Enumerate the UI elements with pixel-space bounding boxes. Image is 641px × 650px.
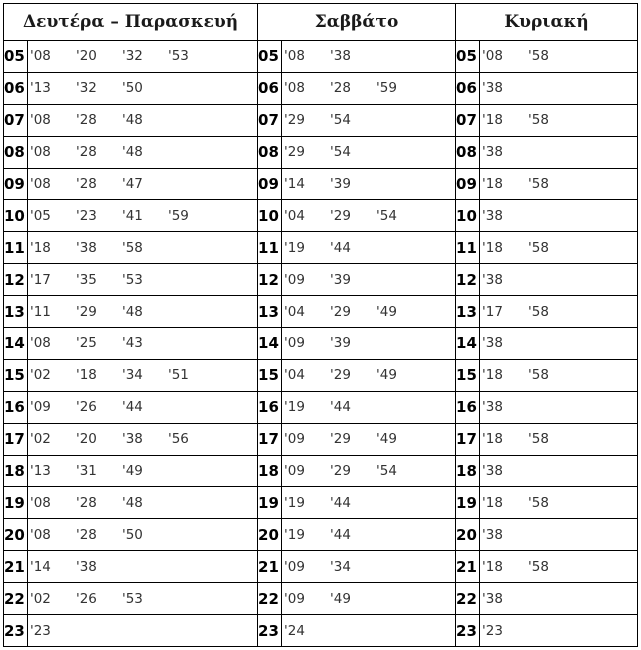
weekday-hour: 16 bbox=[4, 391, 28, 423]
departure-minute: '53 bbox=[122, 590, 143, 607]
departure-minute: '13 bbox=[30, 463, 51, 480]
weekday-hour: 05 bbox=[4, 41, 28, 73]
departure-minute: '58 bbox=[528, 558, 549, 575]
departure-minute: '39 bbox=[330, 335, 351, 352]
sunday-minutes bbox=[480, 359, 638, 391]
sunday-hour: 22 bbox=[456, 583, 480, 615]
sunday-minutes bbox=[480, 41, 638, 73]
departure-minute: '43 bbox=[122, 335, 143, 352]
table-row bbox=[4, 328, 638, 360]
departure-minute: '29 bbox=[284, 144, 305, 161]
sunday-hour: 10 bbox=[456, 200, 480, 232]
departure-minute: '08 bbox=[482, 48, 503, 65]
departure-minute: '13 bbox=[30, 80, 51, 97]
saturday-minutes bbox=[282, 168, 456, 200]
sunday-minutes bbox=[480, 583, 638, 615]
saturday-hour: 15 bbox=[258, 359, 282, 391]
departure-minute: '32 bbox=[76, 80, 97, 97]
departure-minute: '04 bbox=[284, 367, 305, 384]
sunday-hour: 15 bbox=[456, 359, 480, 391]
sunday-hour: 07 bbox=[456, 104, 480, 136]
departure-minute: '05 bbox=[30, 207, 51, 224]
saturday-hour: 12 bbox=[258, 264, 282, 296]
saturday-hour: 06 bbox=[258, 72, 282, 104]
departure-minute: '26 bbox=[76, 399, 97, 416]
table-row bbox=[4, 391, 638, 423]
weekday-minutes bbox=[28, 72, 258, 104]
weekday-hour: 07 bbox=[4, 104, 28, 136]
saturday-minutes bbox=[282, 519, 456, 551]
departure-minute: '47 bbox=[122, 176, 143, 192]
departure-minute: '54 bbox=[330, 112, 351, 129]
sunday-minutes bbox=[480, 104, 638, 136]
departure-minute: '29 bbox=[76, 303, 97, 320]
weekday-hour: 17 bbox=[4, 423, 28, 455]
sunday-minutes bbox=[480, 519, 638, 551]
departure-minute: '24 bbox=[284, 622, 305, 639]
departure-minute: '51 bbox=[168, 367, 189, 384]
departure-minute: '08 bbox=[30, 494, 51, 511]
header-row bbox=[4, 4, 638, 41]
departure-minute: '26 bbox=[76, 590, 97, 607]
departure-minute: '20 bbox=[76, 431, 97, 448]
table-row bbox=[4, 200, 638, 232]
departure-minute: '44 bbox=[330, 526, 351, 543]
sunday-hour: 12 bbox=[456, 264, 480, 296]
departure-minute: '18 bbox=[482, 431, 503, 448]
sunday-hour: 09 bbox=[456, 168, 480, 200]
timetable bbox=[3, 3, 638, 647]
header-weekdays: Δευτέρα – Παρασκευή bbox=[4, 4, 258, 41]
departure-minute: '02 bbox=[30, 431, 51, 448]
departure-minute: '08 bbox=[30, 526, 51, 543]
departure-minute: '58 bbox=[528, 112, 549, 129]
weekday-minutes bbox=[28, 200, 258, 232]
departure-minute: '18 bbox=[482, 558, 503, 575]
weekday-minutes bbox=[28, 487, 258, 519]
departure-minute: '49 bbox=[122, 463, 143, 480]
departure-minute: '08 bbox=[30, 112, 51, 129]
departure-minute: '54 bbox=[330, 144, 351, 161]
departure-minute: '19 bbox=[284, 239, 305, 256]
departure-minute: '18 bbox=[482, 494, 503, 511]
sunday-minutes bbox=[480, 551, 638, 583]
saturday-minutes bbox=[282, 455, 456, 487]
departure-minute: '18 bbox=[482, 239, 503, 256]
departure-minute: '28 bbox=[76, 176, 97, 192]
departure-minute: '58 bbox=[122, 239, 143, 256]
table-row bbox=[4, 615, 638, 647]
departure-minute: '41 bbox=[122, 207, 143, 224]
departure-minute: '38 bbox=[482, 335, 503, 352]
saturday-minutes bbox=[282, 583, 456, 615]
departure-minute: '38 bbox=[482, 463, 503, 480]
weekday-hour: 23 bbox=[4, 615, 28, 647]
weekday-hour: 12 bbox=[4, 264, 28, 296]
departure-minute: '28 bbox=[76, 526, 97, 543]
weekday-minutes bbox=[28, 455, 258, 487]
sunday-minutes bbox=[480, 136, 638, 168]
saturday-hour: 07 bbox=[258, 104, 282, 136]
weekday-minutes bbox=[28, 136, 258, 168]
weekday-hour: 14 bbox=[4, 328, 28, 360]
departure-minute: '19 bbox=[284, 399, 305, 416]
departure-minute: '28 bbox=[330, 80, 351, 97]
departure-minute: '29 bbox=[330, 463, 351, 480]
saturday-hour: 22 bbox=[258, 583, 282, 615]
weekday-hour: 19 bbox=[4, 487, 28, 519]
sunday-minutes bbox=[480, 487, 638, 519]
departure-minute: '19 bbox=[284, 494, 305, 511]
departure-minute: '38 bbox=[330, 48, 351, 65]
departure-minute: '31 bbox=[76, 463, 97, 480]
weekday-minutes bbox=[28, 519, 258, 551]
table-row bbox=[4, 551, 638, 583]
departure-minute: '58 bbox=[528, 176, 549, 192]
weekday-minutes bbox=[28, 296, 258, 328]
departure-minute: '48 bbox=[122, 303, 143, 320]
departure-minute: '04 bbox=[284, 207, 305, 224]
sunday-minutes bbox=[480, 296, 638, 328]
departure-minute: '54 bbox=[376, 207, 397, 224]
saturday-minutes bbox=[282, 615, 456, 647]
departure-minute: '17 bbox=[482, 303, 503, 320]
departure-minute: '38 bbox=[76, 239, 97, 256]
departure-minute: '44 bbox=[330, 494, 351, 511]
departure-minute: '38 bbox=[482, 399, 503, 416]
saturday-hour: 08 bbox=[258, 136, 282, 168]
departure-minute: '39 bbox=[330, 271, 351, 288]
saturday-hour: 19 bbox=[258, 487, 282, 519]
departure-minute: '04 bbox=[284, 303, 305, 320]
departure-minute: '44 bbox=[122, 399, 143, 416]
departure-minute: '14 bbox=[284, 176, 305, 192]
departure-minute: '38 bbox=[482, 207, 503, 224]
departure-minute: '02 bbox=[30, 367, 51, 384]
sunday-hour: 13 bbox=[456, 296, 480, 328]
header-sunday: Κυριακή bbox=[456, 4, 638, 41]
sunday-hour: 21 bbox=[456, 551, 480, 583]
weekday-minutes bbox=[28, 551, 258, 583]
sunday-hour: 05 bbox=[456, 41, 480, 73]
sunday-minutes bbox=[480, 423, 638, 455]
departure-minute: '18 bbox=[76, 367, 97, 384]
weekday-minutes bbox=[28, 391, 258, 423]
weekday-minutes bbox=[28, 232, 258, 264]
departure-minute: '48 bbox=[122, 494, 143, 511]
saturday-minutes bbox=[282, 200, 456, 232]
departure-minute: '49 bbox=[376, 303, 397, 320]
departure-minute: '38 bbox=[482, 590, 503, 607]
departure-minute: '11 bbox=[30, 303, 51, 320]
departure-minute: '49 bbox=[376, 367, 397, 384]
saturday-minutes bbox=[282, 423, 456, 455]
departure-minute: '58 bbox=[528, 303, 549, 320]
departure-minute: '23 bbox=[482, 622, 503, 639]
departure-minute: '18 bbox=[482, 176, 503, 192]
departure-minute: '17 bbox=[30, 271, 51, 288]
departure-minute: '58 bbox=[528, 239, 549, 256]
saturday-minutes bbox=[282, 264, 456, 296]
departure-minute: '53 bbox=[122, 271, 143, 288]
weekday-minutes bbox=[28, 423, 258, 455]
departure-minute: '34 bbox=[330, 558, 351, 575]
departure-minute: '09 bbox=[284, 271, 305, 288]
weekday-hour: 13 bbox=[4, 296, 28, 328]
saturday-hour: 05 bbox=[258, 41, 282, 73]
table-row bbox=[4, 359, 638, 391]
departure-minute: '29 bbox=[330, 431, 351, 448]
saturday-minutes bbox=[282, 296, 456, 328]
departure-minute: '49 bbox=[376, 431, 397, 448]
table-row bbox=[4, 583, 638, 615]
departure-minute: '38 bbox=[482, 271, 503, 288]
table-row bbox=[4, 264, 638, 296]
sunday-hour: 20 bbox=[456, 519, 480, 551]
weekday-hour: 09 bbox=[4, 168, 28, 200]
sunday-minutes bbox=[480, 391, 638, 423]
departure-minute: '38 bbox=[482, 526, 503, 543]
departure-minute: '09 bbox=[30, 399, 51, 416]
departure-minute: '58 bbox=[528, 494, 549, 511]
saturday-minutes bbox=[282, 72, 456, 104]
weekday-hour: 15 bbox=[4, 359, 28, 391]
sunday-minutes bbox=[480, 264, 638, 296]
saturday-minutes bbox=[282, 328, 456, 360]
saturday-hour: 09 bbox=[258, 168, 282, 200]
departure-minute: '49 bbox=[330, 590, 351, 607]
departure-minute: '08 bbox=[284, 48, 305, 65]
weekday-hour: 06 bbox=[4, 72, 28, 104]
table-row bbox=[4, 455, 638, 487]
departure-minute: '18 bbox=[482, 112, 503, 129]
departure-minute: '29 bbox=[284, 112, 305, 129]
saturday-hour: 11 bbox=[258, 232, 282, 264]
sunday-minutes bbox=[480, 328, 638, 360]
weekday-minutes bbox=[28, 583, 258, 615]
saturday-hour: 21 bbox=[258, 551, 282, 583]
weekday-minutes bbox=[28, 615, 258, 647]
departure-minute: '23 bbox=[30, 622, 51, 639]
sunday-minutes bbox=[480, 232, 638, 264]
departure-minute: '59 bbox=[376, 80, 397, 97]
departure-minute: '59 bbox=[168, 207, 189, 224]
weekday-hour: 20 bbox=[4, 519, 28, 551]
weekday-minutes bbox=[28, 41, 258, 73]
departure-minute: '19 bbox=[284, 526, 305, 543]
saturday-minutes bbox=[282, 232, 456, 264]
table-row bbox=[4, 423, 638, 455]
departure-minute: '48 bbox=[122, 112, 143, 129]
sunday-hour: 08 bbox=[456, 136, 480, 168]
departure-minute: '29 bbox=[330, 207, 351, 224]
table-row bbox=[4, 519, 638, 551]
weekday-minutes bbox=[28, 104, 258, 136]
departure-minute: '18 bbox=[482, 367, 503, 384]
weekday-hour: 11 bbox=[4, 232, 28, 264]
table-row bbox=[4, 72, 638, 104]
table-row bbox=[4, 104, 638, 136]
departure-minute: '29 bbox=[330, 303, 351, 320]
weekday-hour: 18 bbox=[4, 455, 28, 487]
departure-minute: '38 bbox=[482, 80, 503, 97]
saturday-hour: 17 bbox=[258, 423, 282, 455]
sunday-hour: 06 bbox=[456, 72, 480, 104]
sunday-hour: 16 bbox=[456, 391, 480, 423]
departure-minute: '38 bbox=[76, 558, 97, 575]
weekday-minutes bbox=[28, 168, 258, 200]
table-row bbox=[4, 168, 638, 200]
departure-minute: '38 bbox=[122, 431, 143, 448]
departure-minute: '09 bbox=[284, 463, 305, 480]
departure-minute: '34 bbox=[122, 367, 143, 384]
sunday-minutes bbox=[480, 168, 638, 200]
departure-minute: '18 bbox=[30, 239, 51, 256]
departure-minute: '08 bbox=[30, 176, 51, 192]
departure-minute: '38 bbox=[482, 144, 503, 161]
departure-minute: '09 bbox=[284, 431, 305, 448]
departure-minute: '08 bbox=[30, 48, 51, 65]
departure-minute: '08 bbox=[30, 144, 51, 161]
departure-minute: '53 bbox=[168, 48, 189, 65]
weekday-minutes bbox=[28, 328, 258, 360]
sunday-hour: 18 bbox=[456, 455, 480, 487]
saturday-minutes bbox=[282, 391, 456, 423]
weekday-hour: 08 bbox=[4, 136, 28, 168]
table-row bbox=[4, 41, 638, 73]
weekday-hour: 22 bbox=[4, 583, 28, 615]
departure-minute: '39 bbox=[330, 176, 351, 192]
sunday-minutes bbox=[480, 455, 638, 487]
departure-minute: '14 bbox=[30, 558, 51, 575]
departure-minute: '09 bbox=[284, 558, 305, 575]
departure-minute: '56 bbox=[168, 431, 189, 448]
departure-minute: '58 bbox=[528, 367, 549, 384]
departure-minute: '50 bbox=[122, 526, 143, 543]
departure-minute: '02 bbox=[30, 590, 51, 607]
departure-minute: '44 bbox=[330, 399, 351, 416]
departure-minute: '09 bbox=[284, 590, 305, 607]
departure-minute: '58 bbox=[528, 48, 549, 65]
weekday-hour: 21 bbox=[4, 551, 28, 583]
departure-minute: '08 bbox=[284, 80, 305, 97]
weekday-minutes bbox=[28, 264, 258, 296]
table-row bbox=[4, 487, 638, 519]
departure-minute: '29 bbox=[330, 367, 351, 384]
saturday-hour: 18 bbox=[258, 455, 282, 487]
departure-minute: '20 bbox=[76, 48, 97, 65]
sunday-minutes bbox=[480, 200, 638, 232]
departure-minute: '44 bbox=[330, 239, 351, 256]
departure-minute: '35 bbox=[76, 271, 97, 288]
saturday-hour: 10 bbox=[258, 200, 282, 232]
departure-minute: '58 bbox=[528, 431, 549, 448]
sunday-hour: 14 bbox=[456, 328, 480, 360]
sunday-hour: 23 bbox=[456, 615, 480, 647]
sunday-hour: 11 bbox=[456, 232, 480, 264]
table-row bbox=[4, 232, 638, 264]
saturday-hour: 16 bbox=[258, 391, 282, 423]
saturday-minutes bbox=[282, 136, 456, 168]
sunday-hour: 17 bbox=[456, 423, 480, 455]
saturday-hour: 14 bbox=[258, 328, 282, 360]
departure-minute: '23 bbox=[76, 207, 97, 224]
saturday-hour: 23 bbox=[258, 615, 282, 647]
saturday-minutes bbox=[282, 104, 456, 136]
sunday-hour: 19 bbox=[456, 487, 480, 519]
weekday-hour: 10 bbox=[4, 200, 28, 232]
departure-minute: '25 bbox=[76, 335, 97, 352]
sunday-minutes bbox=[480, 72, 638, 104]
saturday-minutes bbox=[282, 551, 456, 583]
saturday-hour: 13 bbox=[258, 296, 282, 328]
saturday-minutes bbox=[282, 41, 456, 73]
saturday-hour: 20 bbox=[258, 519, 282, 551]
header-saturday: Σαββάτο bbox=[258, 4, 456, 41]
weekday-minutes bbox=[28, 359, 258, 391]
saturday-minutes bbox=[282, 487, 456, 519]
departure-minute: '08 bbox=[30, 335, 51, 352]
saturday-minutes bbox=[282, 359, 456, 391]
table-row bbox=[4, 136, 638, 168]
table-row bbox=[4, 296, 638, 328]
departure-minute: '28 bbox=[76, 144, 97, 161]
departure-minute: '28 bbox=[76, 112, 97, 129]
sunday-minutes bbox=[480, 615, 638, 647]
departure-minute: '48 bbox=[122, 144, 143, 161]
departure-minute: '50 bbox=[122, 80, 143, 97]
departure-minute: '28 bbox=[76, 494, 97, 511]
departure-minute: '54 bbox=[376, 463, 397, 480]
departure-minute: '09 bbox=[284, 335, 305, 352]
departure-minute: '32 bbox=[122, 48, 143, 65]
